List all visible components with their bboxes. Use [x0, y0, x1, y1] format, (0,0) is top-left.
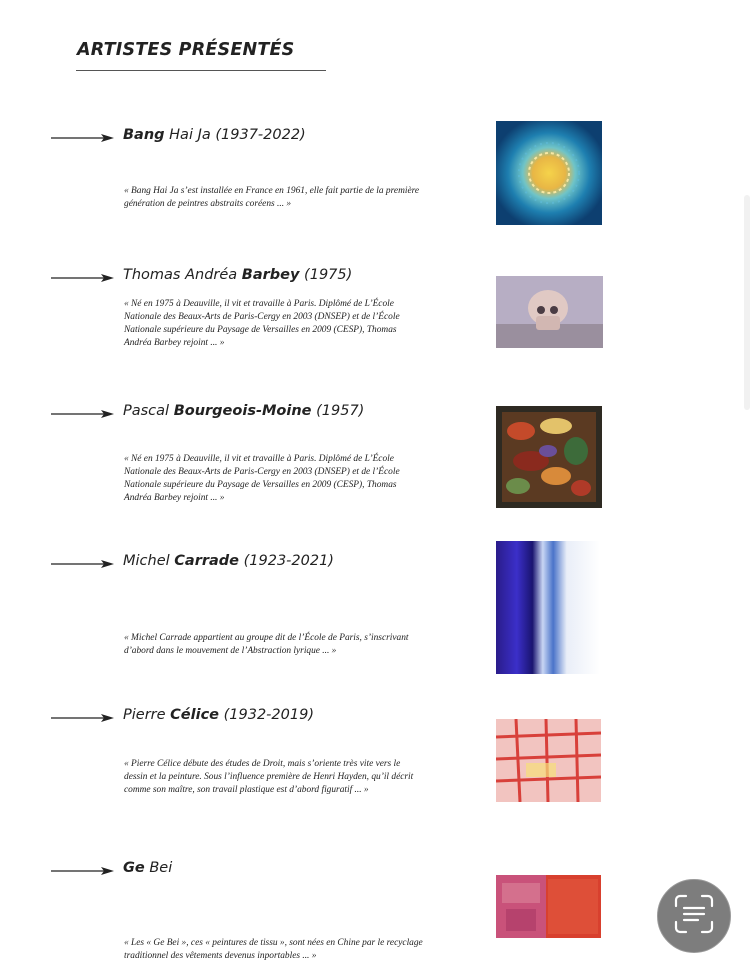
arrow-icon: [51, 409, 115, 419]
artist-name: Bang Hai Ja (1937-2022): [123, 127, 306, 143]
artist-name: Ge Bei: [123, 860, 173, 876]
blue-mandala-artwork-icon: [496, 121, 602, 225]
section-heading: ARTISTES PRÉSENTÉS: [77, 40, 295, 60]
blue-stripes-artwork-icon: [496, 541, 600, 674]
collage-leaves-artwork-icon: [496, 406, 602, 508]
heading-underline: [76, 70, 326, 71]
arrow-icon: [51, 559, 115, 569]
arrow-icon: [51, 713, 115, 723]
arrow-icon: [51, 866, 115, 876]
red-textile-artwork-icon: [496, 875, 601, 938]
artist-name: Pierre Célice (1932-2019): [123, 707, 314, 723]
artist-quote: « Pierre Célice débute des études de Droit, mais s’oriente très vite vers le dessin et la peinture. Sous l’influence première de Henri Hayden, qu’il décrit comme son maître, son travail plastique est d’abord figuratif ... »: [124, 759, 414, 795]
document-scan-icon: [672, 892, 716, 941]
artist-quote: « Bang Hai Ja s’est installée en France en 1961, elle fait partie de la première génération de peintres abstraits coréens ... »: [124, 186, 420, 209]
red-grid-artwork-icon: [496, 719, 601, 802]
scrollbar[interactable]: [744, 195, 750, 410]
artist-quote: « Michel Carrade appartient au groupe dit de l’École de Paris, s’inscrivant d’abord dans le mouvement de l’Abstraction lyrique ... »: [124, 633, 409, 656]
artist-name: Pascal Bourgeois-Moine (1957): [123, 403, 365, 419]
artist-quote: « Les « Ge Bei », ces « peintures de tissu », sont nées en Chine par le recyclage traditionnel des vêtements devenus inportables ... »: [124, 938, 423, 961]
artist-name: Michel Carrade (1923-2021): [123, 553, 334, 569]
arrow-icon: [51, 273, 115, 283]
artist-quote: « Né en 1975 à Deauville, il vit et travaille à Paris. Diplômé de L’École Nationale des Beaux-Arts de Paris-Cergy en 2003 (DNSEP) et de l’École Nationale supérieure du Paysage de Versailles en 2009 (CESP), Thomas Andréa Barbey rejoint ... »: [124, 299, 400, 348]
artist-quote: « Né en 1975 à Deauville, il vit et travaille à Paris. Diplômé de L’École Nationale des Beaux-Arts de Paris-Cergy en 2003 (DNSEP) et de l’École Nationale supérieure du Paysage de Versailles en 2009 (CESP), Thomas Andréa Barbey rejoint ... »: [124, 454, 400, 503]
skull-painting-icon: [496, 276, 603, 348]
artist-name: Thomas Andréa Barbey (1975): [123, 267, 353, 283]
scan-button[interactable]: [657, 879, 731, 953]
arrow-icon: [51, 133, 115, 143]
